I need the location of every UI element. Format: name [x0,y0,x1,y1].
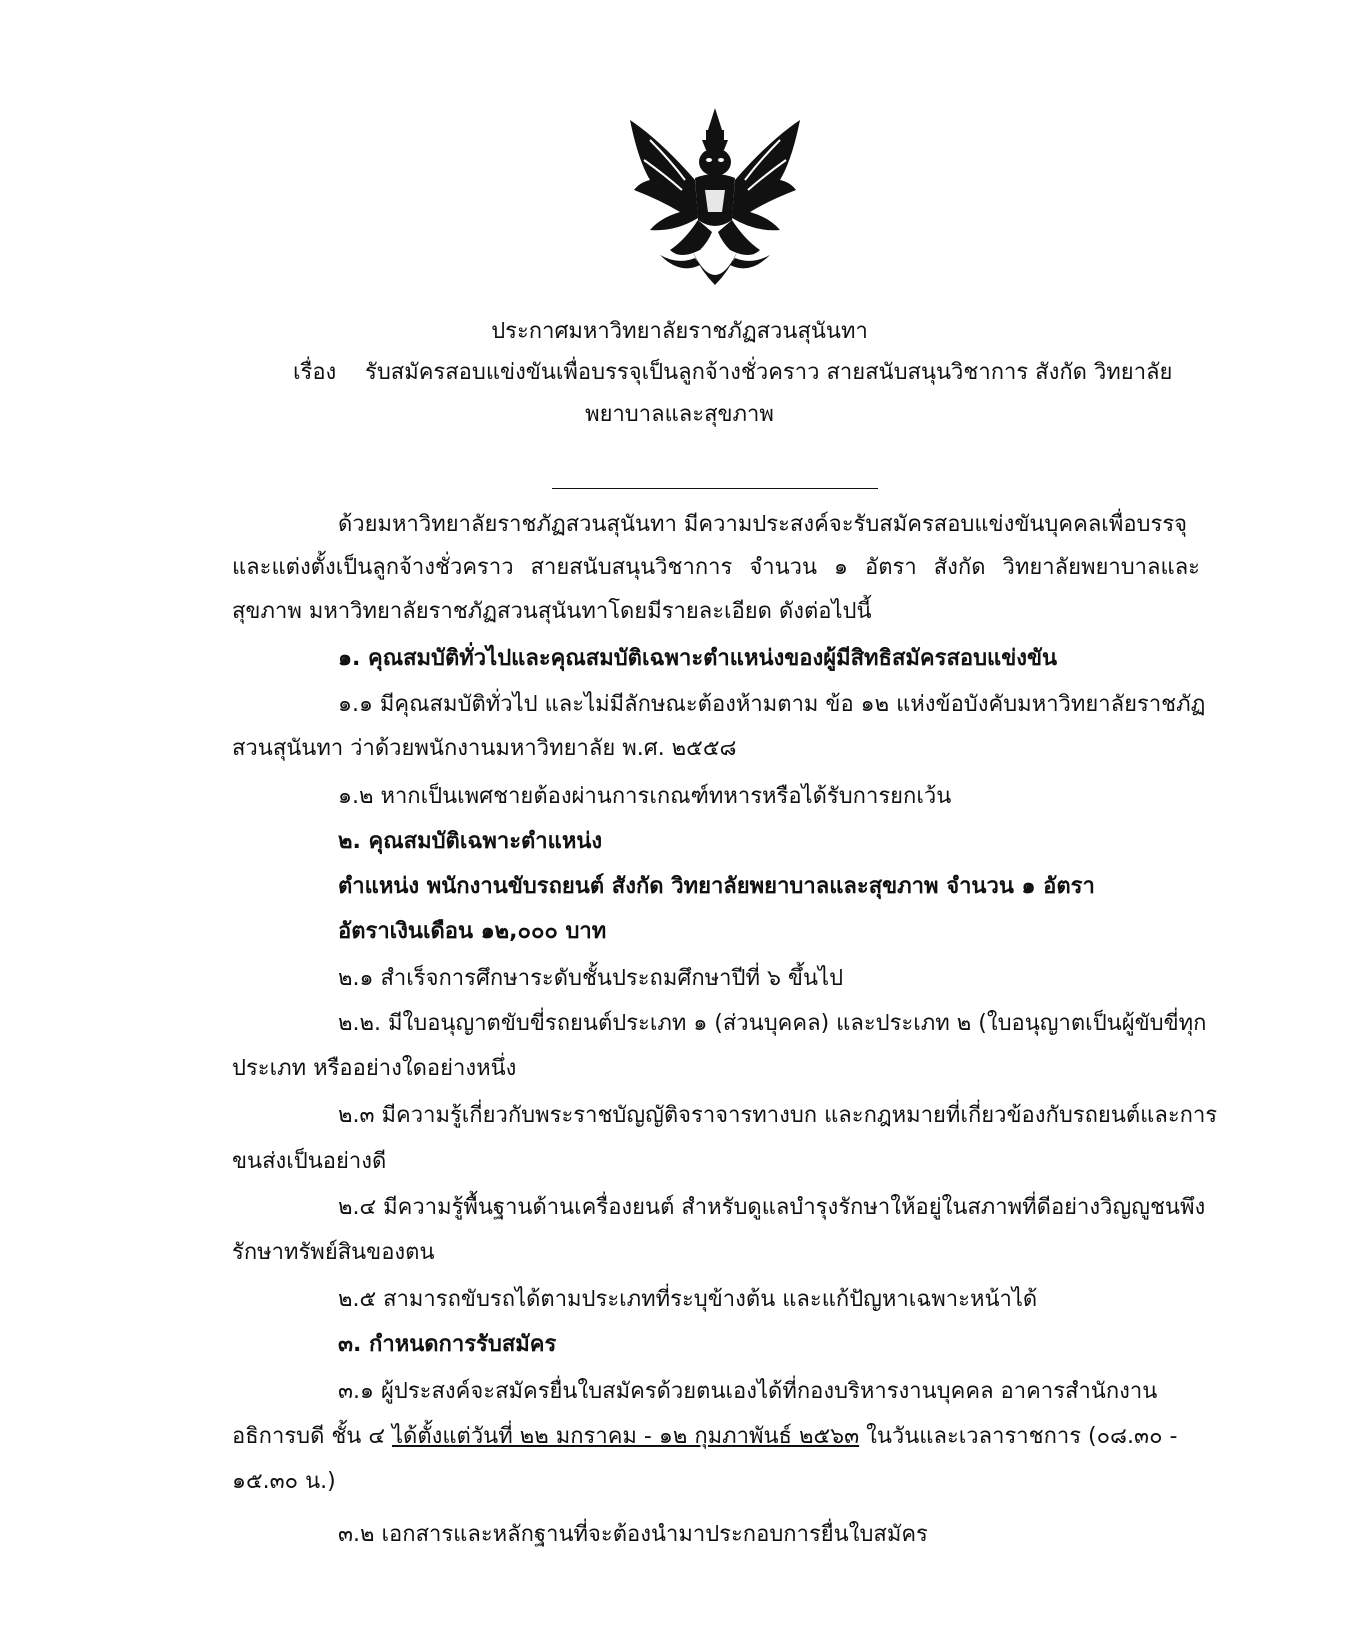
section-1-item-1-line-2: สวนสุนันทา ว่าด้วยพนักงานมหาวิทยาลัย พ.ศ. ๒๕๕๘ [232,736,737,761]
salary-line: อัตราเงินเดือน ๑๒,๐๐๐ บาท [338,919,607,944]
subject-label: เรื่อง [293,360,337,385]
subject-line-2: พยาบาลและสุขภาพ [585,402,774,427]
announcement-title: ประกาศมหาวิทยาลัยราชภัฏสวนสุนันทา [491,319,868,344]
section-2-item-2-line-2: ประเภท หรืออย่างใดอย่างหนึ่ง [232,1056,517,1081]
intro-line-2: และแต่งตั้งเป็นลูกจ้างชั่วคราว สายสนับสนุนวิชาการ จำนวน ๑ อัตรา สังกัด วิทยาลัยพยาบาลและ [232,555,1200,580]
section-3-item-1-line-3: ๑๕.๓๐ น.) [232,1469,336,1494]
building-floor-text: อธิการบดี ชั้น ๔ [232,1424,392,1449]
section-3-item-2: ๓.๒ เอกสารและหลักฐานที่จะต้องนำมาประกอบการยื่นใบสมัคร [338,1522,928,1547]
section-2-heading: ๒. คุณสมบัติเฉพาะตำแหน่ง [338,829,603,854]
application-period: ได้ตั้งแต่วันที่ ๒๒ มกราคม - ๑๒ กุมภาพันธ์ ๒๕๖๓ [391,1424,860,1449]
intro-line-3: สุขภาพ มหาวิทยาลัยราชภัฏสวนสุนันทาโดยมีรายละเอียด ดังต่อไปนี้ [232,599,872,624]
section-2-item-2-line-1: ๒.๒. มีใบอนุญาตขับขี่รถยนต์ประเภท ๑ (ส่วนบุคคล) และประเภท ๒ (ใบอนุญาตเป็นผู้ขับขี่ทุก [338,1011,1207,1036]
position-line: ตำแหน่ง พนักงานขับรถยนต์ สังกัด วิทยาลัยพยาบาลและสุขภาพ จำนวน ๑ อัตรา [338,874,1095,899]
section-2-item-4-line-2: รักษาทรัพย์สินของตน [232,1240,435,1265]
section-3-item-1-line-1: ๓.๑ ผู้ประสงค์จะสมัครยื่นใบสมัครด้วยตนเองได้ที่กองบริหารงานบุคคล อาคารสำนักงาน [338,1379,1158,1404]
section-1-heading: ๑. คุณสมบัติทั่วไปและคุณสมบัติเฉพาะตำแหน่งของผู้มีสิทธิสมัครสอบแข่งขัน [338,646,1058,671]
section-2-item-3-line-1: ๒.๓ มีความรู้เกี่ยวกับพระราชบัญญัติจราจารทางบก และกฎหมายที่เกี่ยวข้องกับรถยนต์และการ [338,1103,1218,1128]
section-2-item-1: ๒.๑ สำเร็จการศึกษาระดับชั้นประถมศึกษาปีที่ ๖ ขึ้นไป [338,966,844,991]
office-hours-text: ในวันและเวลาราชการ (๐๘.๓๐ - [859,1424,1178,1449]
section-1-item-2: ๑.๒ หากเป็นเพศชายต้องผ่านการเกณฑ์ทหารหรือได้รับการยกเว้น [338,784,952,809]
section-1-item-1-line-1: ๑.๑ มีคุณสมบัติทั่วไป และไม่มีลักษณะต้องห้ามตาม ข้อ ๑๒ แห่งข้อบังคับมหาวิทยาลัยราชภัฏ [338,692,1206,717]
subject-line-1: รับสมัครสอบแข่งขันเพื่อบรรจุเป็นลูกจ้างชั่วคราว สายสนับสนุนวิชาการ สังกัด วิทยาลัย [365,360,1173,385]
intro-line-1: ด้วยมหาวิทยาลัยราชภัฏสวนสุนันทา มีความประสงค์จะรับสมัครสอบแข่งขันบุคคลเพื่อบรรจุ [338,512,1188,537]
section-3-heading: ๓. กำหนดการรับสมัคร [338,1332,557,1357]
section-2-item-5: ๒.๕ สามารถขับรถได้ตามประเภทที่ระบุข้างต้น และแก้ปัญหาเฉพาะหน้าได้ [338,1287,1038,1312]
garuda-emblem-icon [620,100,810,300]
section-3-item-1-line-2 [232,1422,1177,1452]
header-divider [552,488,878,489]
section-2-item-3-line-2: ขนส่งเป็นอย่างดี [232,1149,387,1174]
section-2-item-4-line-1: ๒.๔ มีความรู้พื้นฐานด้านเครื่องยนต์ สำหรับดูแลบำรุงรักษาให้อยู่ในสภาพที่ดีอย่างวิญญูชนพึง [338,1195,1206,1220]
